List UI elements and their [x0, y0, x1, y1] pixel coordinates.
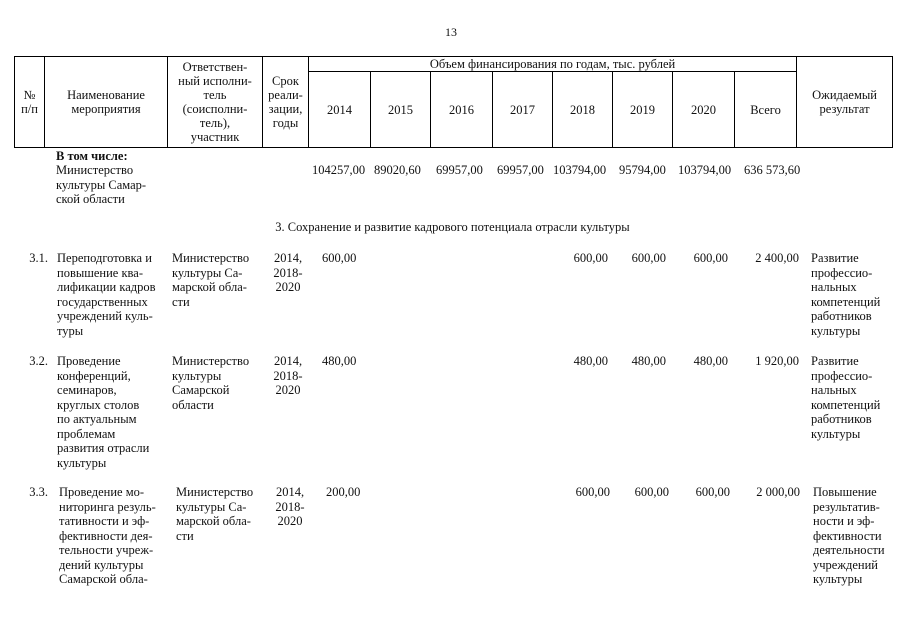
- row-2019: 600,00: [634, 485, 669, 499]
- header-year: 2014: [309, 72, 371, 148]
- row-2018: 600,00: [573, 251, 608, 265]
- header-result: Ожидаемый результат: [797, 57, 893, 148]
- row-num: 3.2.: [29, 354, 48, 368]
- row-result: Развитие профессио- нальных компетенций работников культуры: [811, 354, 881, 441]
- row-name: Переподготовка и повышение ква- лификации кадров государственных учреждений куль- туры: [57, 251, 156, 338]
- row-term: 2014, 2018- 2020: [273, 251, 303, 294]
- including-total: 636 573,60: [744, 163, 801, 177]
- row-2014: 480,00: [322, 354, 357, 368]
- header-year: 2018: [553, 72, 613, 148]
- section-title: 3. Сохранение и развитие кадрового потенциала отрасли культуры: [275, 220, 630, 234]
- row-2018: 600,00: [575, 485, 610, 499]
- row-total: 2 000,00: [756, 485, 800, 499]
- including-2020: 103794,00: [678, 163, 732, 177]
- including-2014: 104257,00: [312, 163, 366, 177]
- row-2014: 600,00: [322, 251, 357, 265]
- including-2015: 89020,60: [374, 163, 421, 177]
- row-executor: Министерство культуры Са- марской обла- сти: [172, 251, 250, 309]
- header-executor: Ответствен- ный исполни- тель (соисполни- тель), участник: [168, 57, 263, 148]
- row-term: 2014, 2018- 2020: [275, 485, 305, 528]
- header-term: Срок реали- зации, годы: [263, 57, 309, 148]
- table-header: [14, 56, 893, 148]
- row-2020: 600,00: [693, 251, 728, 265]
- row-result: Повышение результатив- ности и эф- фективности деятельности учреждений культуры: [813, 485, 885, 586]
- row-total: 2 400,00: [755, 251, 799, 265]
- including-2017: 69957,00: [497, 163, 544, 177]
- row-num: 3.1.: [29, 251, 48, 265]
- row-executor: Министерство культуры Самарской области: [172, 354, 250, 412]
- including-label: В том числе:: [56, 149, 128, 163]
- header-year: 2017: [493, 72, 553, 148]
- including-name: Министерство культуры Самар- ской области: [56, 163, 147, 206]
- row-2020: 480,00: [693, 354, 728, 368]
- header-name: Наименование мероприятия: [45, 57, 168, 148]
- header-year: 2020: [673, 72, 735, 148]
- header-funding: Объем финансирования по годам, тыс. рублей: [309, 57, 797, 72]
- including-2019: 95794,00: [619, 163, 666, 177]
- header-year: 2019: [613, 72, 673, 148]
- header-num: № п/п: [15, 57, 45, 148]
- row-2020: 600,00: [695, 485, 730, 499]
- row-2018: 480,00: [573, 354, 608, 368]
- row-2019: 480,00: [631, 354, 666, 368]
- row-result: Развитие профессио- нальных компетенций работников культуры: [811, 251, 881, 338]
- header-total: Всего: [735, 72, 797, 148]
- row-2014: 200,00: [326, 485, 361, 499]
- row-name: Проведение конференций, семинаров, круглых столов по актуальным проблемам развития отрасли культуры: [57, 354, 150, 470]
- row-executor: Министерство культуры Са- марской обла- сти: [176, 485, 254, 543]
- header-year: 2015: [371, 72, 431, 148]
- row-term: 2014, 2018- 2020: [273, 354, 303, 397]
- including-2018: 103794,00: [553, 163, 607, 177]
- row-name: Проведение мо- ниторинга резуль- тативности и эф- фективности дея- тельности учреж- дений культуры Самарской обла-: [59, 485, 156, 586]
- header-year: 2016: [431, 72, 493, 148]
- row-total: 1 920,00: [755, 354, 799, 368]
- including-2016: 69957,00: [436, 163, 483, 177]
- page-number: 13: [445, 25, 457, 39]
- row-num: 3.3.: [29, 485, 48, 499]
- row-2019: 600,00: [631, 251, 666, 265]
